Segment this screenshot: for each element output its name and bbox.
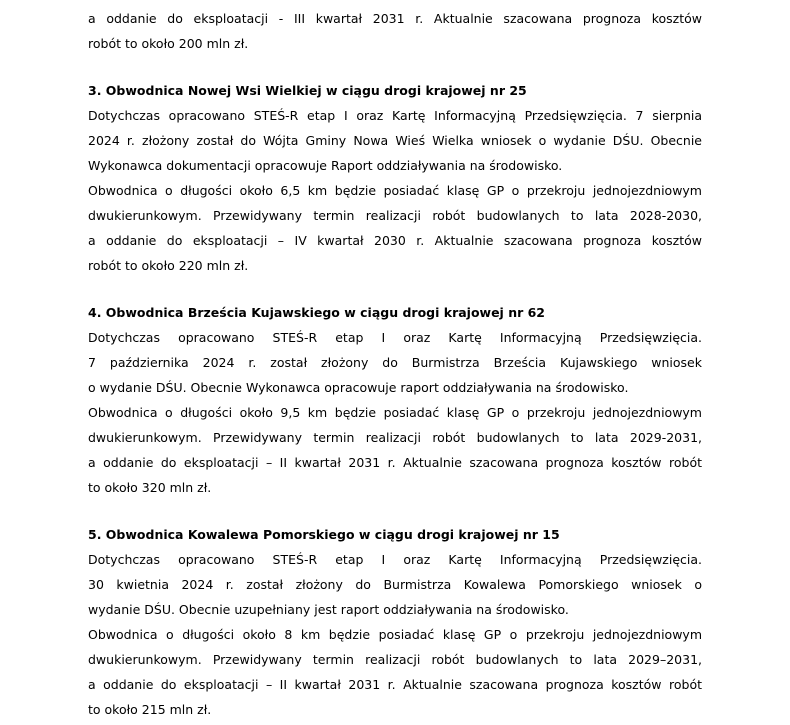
text-line: dwukierunkowym. Przewidywany termin realizacji robót budowlanych to lata 2029–2031, <box>88 652 702 667</box>
text-line: o wydanie DŚU. Obecnie Wykonawca opracowuje raport oddziaływania na środowisko. <box>88 380 629 395</box>
text-line: dwukierunkowym. Przewidywany termin realizacji robót budowlanych to lata 2028-2030, <box>88 208 702 223</box>
text-line: robót to około 200 mln zł. <box>88 36 249 51</box>
text-line: Wykonawca dokumentacji opracowuje Raport oddziaływania na środowisko. <box>88 158 563 173</box>
text-line: dwukierunkowym. Przewidywany termin realizacji robót budowlanych to lata 2029-2031, <box>88 430 702 445</box>
text-line: a oddanie do eksploatacji – IV kwartał 2030 r. Aktualnie szacowana prognoza kosztów <box>88 233 702 248</box>
text-line: 2024 r. złożony został do Wójta Gminy Nowa Wieś Wielka wniosek o wydanie DŚU. Obecnie <box>88 133 702 148</box>
document-body <box>88 6 702 722</box>
text-line: Obwodnica o długości około 8 km będzie posiadać klasę GP o przekroju jednojezdniowym <box>88 627 702 642</box>
text-line: to około 320 mln zł. <box>88 480 212 495</box>
text-line: Dotychczas opracowano STEŚ-R etap I oraz Kartę Informacyjną Przedsięwzięcia. <box>88 552 702 567</box>
paragraph <box>88 622 702 722</box>
text-line: a oddanie do eksploatacji - III kwartał 2031 r. Aktualnie szacowana prognoza kosztów <box>88 11 702 26</box>
text-line: 30 kwietnia 2024 r. został złożony do Burmistrza Kowalewa Pomorskiego wniosek o <box>88 577 702 592</box>
text-line: to około 215 mln zł. <box>88 702 212 717</box>
text-line: a oddanie do eksploatacji – II kwartał 2031 r. Aktualnie szacowana prognoza kosztów robót <box>88 455 702 470</box>
paragraph <box>88 325 702 400</box>
paragraph <box>88 547 702 622</box>
section-heading: 4. Obwodnica Brześcia Kujawskiego w ciągu drogi krajowej nr 62 <box>88 305 546 320</box>
text-line: 7 października 2024 r. został złożony do Burmistrza Brześcia Kujawskiego wniosek <box>88 355 702 370</box>
text-line: Obwodnica o długości około 6,5 km będzie posiadać klasę GP o przekroju jednojezdniowym <box>88 183 702 198</box>
paragraph <box>88 178 702 278</box>
text-line: Dotychczas opracowano STEŚ-R etap I oraz Kartę Informacyjną Przedsięwzięcia. <box>88 330 702 345</box>
text-line: wydanie DŚU. Obecnie uzupełniany jest raport oddziaływania na środowisko. <box>88 602 569 617</box>
paragraph <box>88 103 702 178</box>
paragraph <box>88 400 702 500</box>
section-heading: 3. Obwodnica Nowej Wsi Wielkiej w ciągu drogi krajowej nr 25 <box>88 83 527 98</box>
paragraph <box>88 6 702 56</box>
text-line: robót to około 220 mln zł. <box>88 258 249 273</box>
text-line: Obwodnica o długości około 9,5 km będzie posiadać klasę GP o przekroju jednojezdniowym <box>88 405 702 420</box>
section-heading: 5. Obwodnica Kowalewa Pomorskiego w ciągu drogi krajowej nr 15 <box>88 527 560 542</box>
text-line: Dotychczas opracowano STEŚ-R etap I oraz Kartę Informacyjną Przedsięwzięcia. 7 sierpnia <box>88 108 702 123</box>
text-line: a oddanie do eksploatacji – II kwartał 2031 r. Aktualnie szacowana prognoza kosztów robót <box>88 677 702 692</box>
